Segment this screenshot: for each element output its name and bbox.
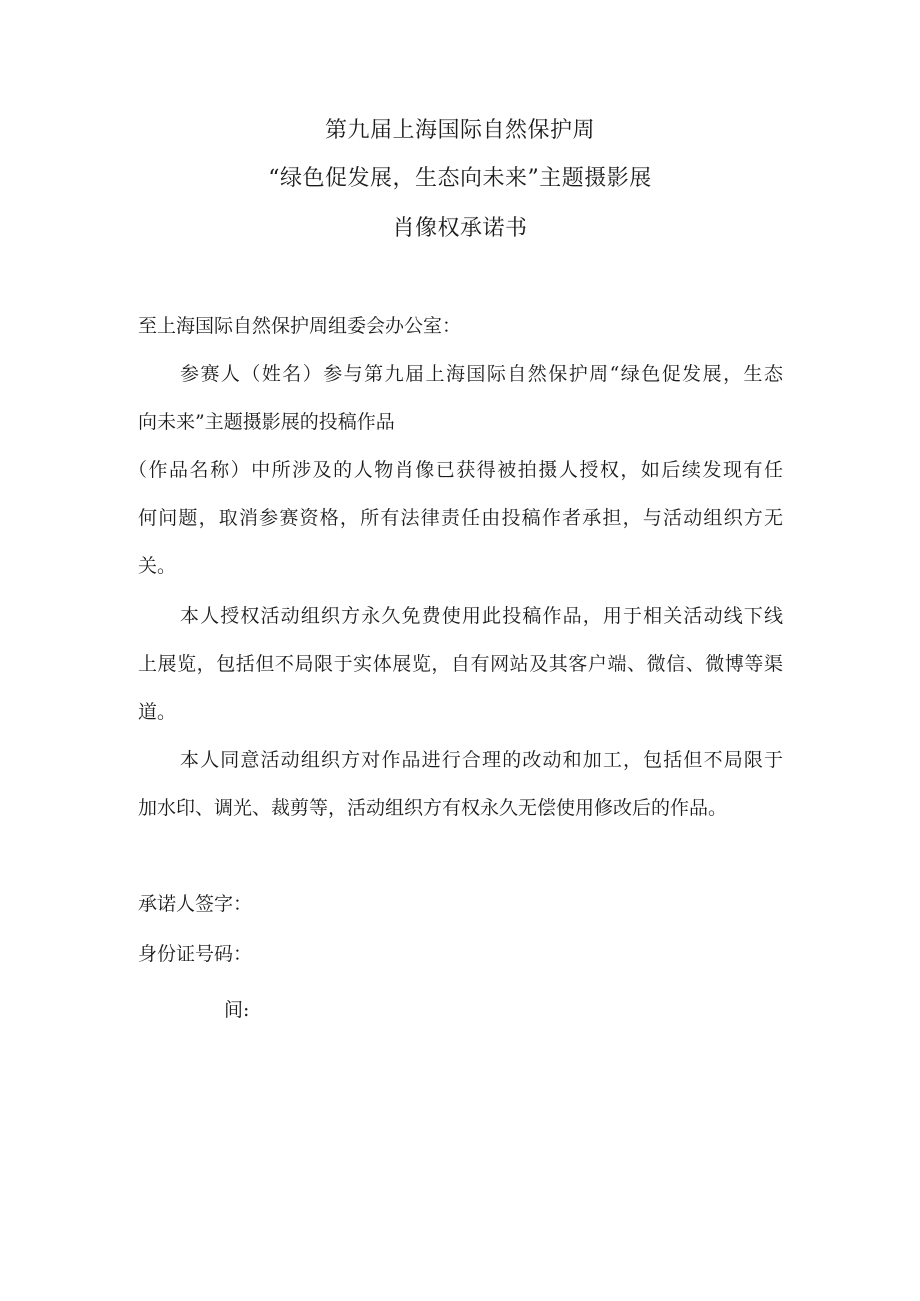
body-line-10: 加水印、调光、裁剪等，活动组织方有权永久无偿使用修改后的作品。 bbox=[138, 797, 728, 819]
body-line-8: 道。 bbox=[138, 701, 177, 723]
body-line-3: （作品名称）中所涉及的人物肖像已获得被拍摄人授权，如后续发现有任 bbox=[128, 459, 783, 481]
addressee: 至上海国际自然保护周组委会办公室： bbox=[138, 315, 462, 337]
id-number-label: 身份证号码： bbox=[138, 943, 253, 965]
body-line-6: 本人授权活动组织方永久免费使用此投稿作品，用于相关活动线下线 bbox=[180, 605, 783, 627]
document-title-line-3: 肖像权承诺书 bbox=[392, 216, 528, 241]
body-line-1: 参赛人（姓名）参与第九届上海国际自然保护周“绿色促发展，生态 bbox=[180, 363, 783, 385]
body-line-5: 关。 bbox=[138, 555, 177, 577]
date-label: 间: bbox=[224, 999, 250, 1021]
document-title-line-1: 第九届上海国际自然保护周 bbox=[324, 118, 595, 143]
document-title-line-2: “绿色促发展，生态向未来”主题摄影展 bbox=[268, 166, 652, 191]
body-line-9: 本人同意活动组织方对作品进行合理的改动和加工，包括但不局限于 bbox=[180, 749, 783, 771]
body-line-7: 上展览，包括但不局限于实体展览，自有网站及其客户端、微信、微博等渠 bbox=[138, 653, 783, 675]
body-line-4: 何问题，取消参赛资格，所有法律责任由投稿作者承担，与活动组织方无 bbox=[138, 507, 783, 529]
body-line-2: 向未来”主题摄影展的投稿作品 bbox=[138, 411, 395, 433]
signature-label: 承诺人签字： bbox=[138, 893, 253, 915]
